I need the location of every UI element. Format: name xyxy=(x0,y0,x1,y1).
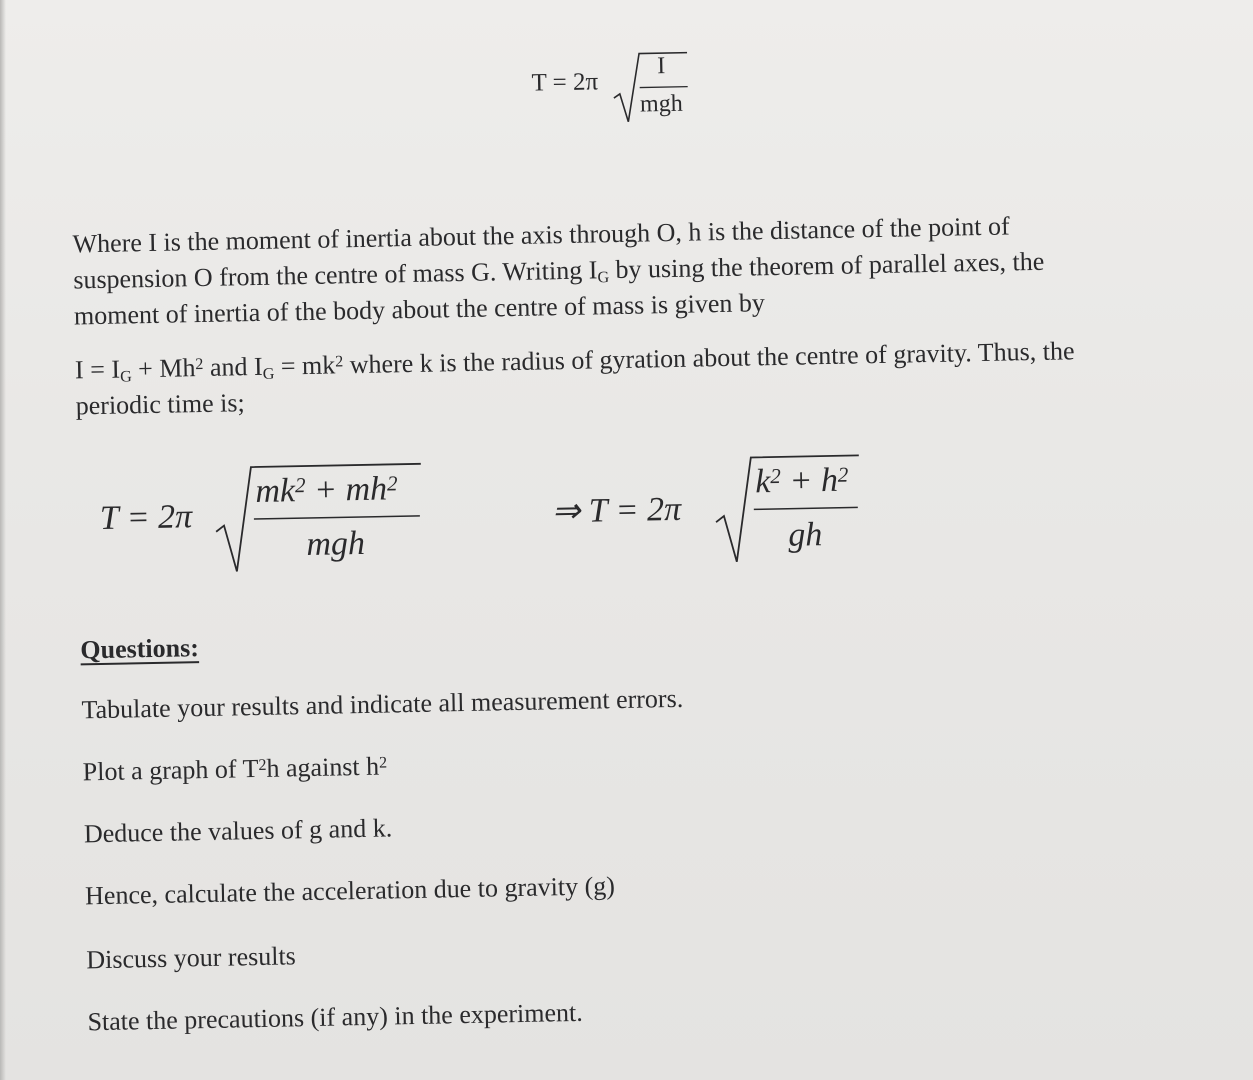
num-mk-sup: 2 xyxy=(294,472,306,497)
formula-left xyxy=(99,451,441,588)
formula-right-lhs: ⇒ T = 2π xyxy=(551,490,682,531)
formula-top-numerator: I xyxy=(657,53,666,80)
formula-top xyxy=(531,38,713,131)
formula-left-denominator: mgh xyxy=(306,524,366,564)
p2-t4: = mk xyxy=(274,350,336,381)
question-6: State the precautions (if any) in the experiment. xyxy=(87,997,584,1037)
p2-sub1: G xyxy=(119,368,132,386)
paragraph1-line1: Where I is the moment of inertia about the axis through O, h is the distance of the point of xyxy=(72,211,1010,259)
q2-b: h against h xyxy=(266,751,380,783)
formula-top-lhs: T = 2π xyxy=(531,68,599,97)
num-k: k xyxy=(754,463,771,501)
num-mk: mk xyxy=(255,472,296,510)
num-mh-sup: 2 xyxy=(386,470,398,495)
question-1: Tabulate your results and indicate all measurement errors. xyxy=(81,683,684,725)
p2-t5: where k is the radius of gyration about the centre of gravity. Thus, the xyxy=(342,336,1075,380)
p2-sup1: 2 xyxy=(195,355,204,373)
paragraph1-line2-a: suspension O from the centre of mass G. Writing I xyxy=(73,255,598,295)
formula-right-denominator: gh xyxy=(787,516,823,554)
paragraph2-line2: periodic time is; xyxy=(75,388,245,421)
questions-heading: Questions: xyxy=(80,633,200,665)
q2-sup2: 2 xyxy=(378,754,388,772)
question-3: Deduce the values of g and k. xyxy=(83,813,393,849)
num-h: + h xyxy=(780,461,839,500)
q2-a: Plot a graph of T xyxy=(82,753,259,787)
paragraph-parallel-axes xyxy=(75,333,1076,424)
num-k-sup: 2 xyxy=(770,463,782,488)
subscript-g: G xyxy=(597,269,610,287)
paragraph-definitions xyxy=(72,208,1045,335)
formula-top-denominator: mgh xyxy=(639,90,683,118)
num-h-sup: 2 xyxy=(837,462,849,487)
formula-left-lhs: T = 2π xyxy=(99,498,193,537)
p2-t1: I = I xyxy=(74,354,121,385)
question-2 xyxy=(82,749,387,791)
num-mh: + mh xyxy=(305,470,388,510)
paragraph1-line3: moment of inertia of the body about the centre of mass is given by xyxy=(73,288,766,331)
p2-sup2: 2 xyxy=(334,353,344,371)
p2-t2: + Mh xyxy=(131,353,196,384)
formula-right-numerator xyxy=(755,462,849,502)
formula-left-numerator xyxy=(255,470,398,511)
p2-t3: and I xyxy=(203,351,263,382)
q2-sup1: 2 xyxy=(258,756,267,774)
question-5: Discuss your results xyxy=(86,941,297,975)
paragraph1-line2-b: by using the theorem of parallel axes, the xyxy=(608,246,1045,285)
p2-sub2: G xyxy=(262,365,275,383)
question-4: Hence, calculate the acceleration due to gravity (g) xyxy=(84,871,616,911)
formula-right xyxy=(551,443,873,579)
